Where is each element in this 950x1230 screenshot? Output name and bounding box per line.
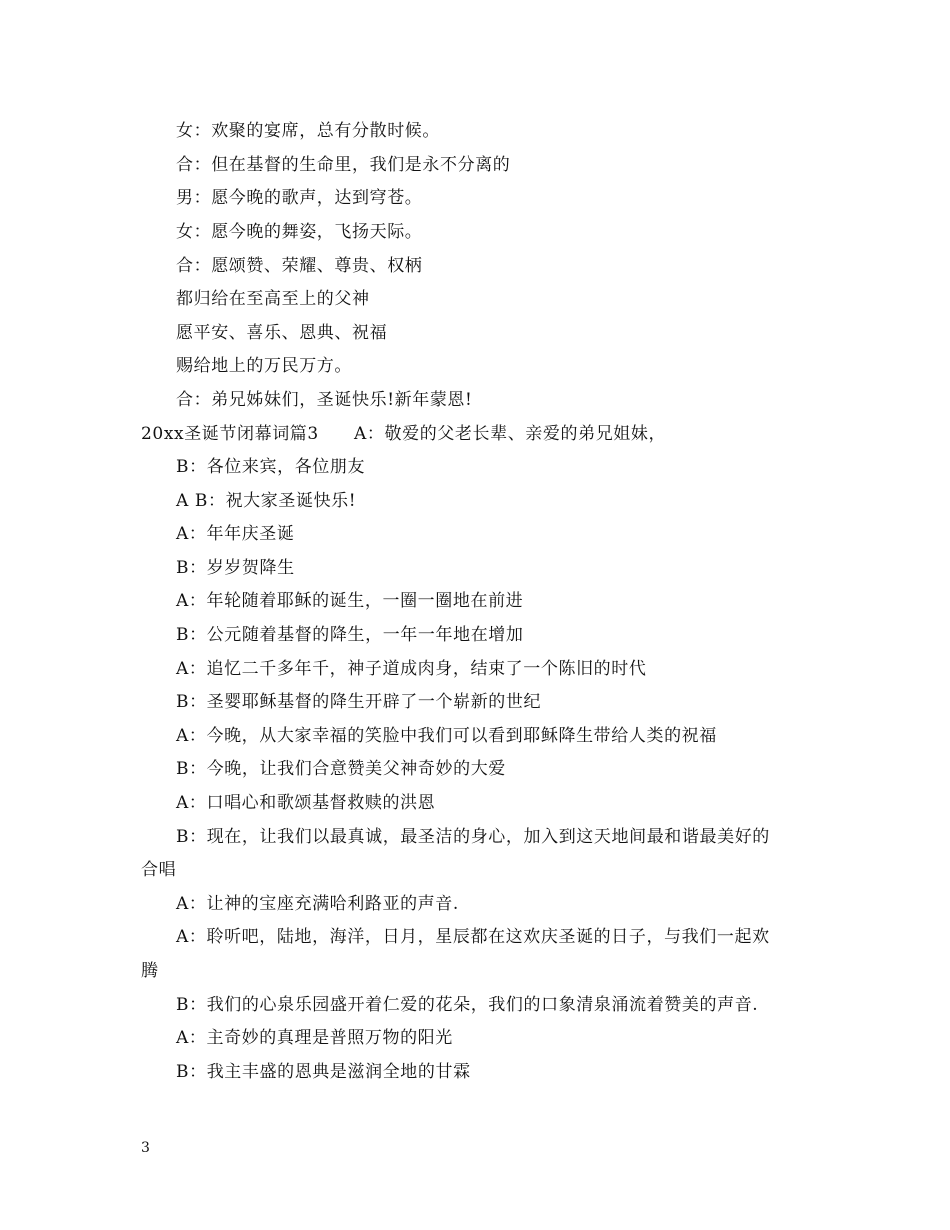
text-line: A：主奇妙的真理是普照万物的阳光 [176, 1028, 453, 1048]
text-line: B：岁岁贺降生 [176, 558, 295, 578]
text-line: B：我们的心泉乐园盛开着仁爱的花朵，我们的口象清泉涌流着赞美的声音. [176, 995, 759, 1015]
text-line: 愿平安、喜乐、恩典、祝福 [176, 323, 388, 343]
text-line: B：现在，让我们以最真诚，最圣洁的身心，加入到这天地间最和谐最美好的 [176, 827, 770, 847]
text-line: B：各位来宾，各位朋友 [176, 457, 366, 477]
text-line: 女：欢聚的宴席，总有分散时候。 [176, 121, 440, 141]
text-line: A：聆听吧，陆地，海洋，日月，星辰都在这欢庆圣诞的日子，与我们一起欢 [176, 927, 770, 947]
text-line: 男：愿今晚的歌声，达到穹苍。 [176, 188, 423, 208]
text-line: 都归给在至高至上的父神 [176, 289, 370, 309]
text-line: B：公元随着基督的降生，一年一年地在增加 [176, 625, 524, 645]
text-line: B：圣婴耶稣基督的降生开辟了一个崭新的世纪 [176, 692, 542, 712]
text-line: 合：弟兄姊妹们，圣诞快乐!新年蒙恩! [176, 390, 473, 410]
text-line: 赐给地上的万民万方。 [176, 356, 352, 376]
text-line: A：追忆二千多年千，神子道成肉身，结束了一个陈旧的时代 [176, 659, 647, 679]
text-line: A：让神的宝座充满哈利路亚的声音. [176, 894, 459, 914]
text-line: A：口唱心和歌颂基督救赎的洪恩 [176, 793, 436, 813]
text-line: 合：但在基督的生命里，我们是永不分离的 [176, 155, 511, 175]
text-line: 合：愿颂赞、荣耀、尊贵、权柄 [176, 256, 423, 276]
text-line: B：我主丰盛的恩典是滋润全地的甘霖 [176, 1062, 471, 1082]
section-heading-line: 20xx圣诞节闭幕词篇3 A：敬爱的父老长辈、亲爱的弟兄姐妹， [141, 424, 667, 444]
text-line: 女：愿今晚的舞姿，飞扬天际。 [176, 222, 423, 242]
text-line: A：今晚，从大家幸福的笑脸中我们可以看到耶稣降生带给人类的祝福 [176, 726, 717, 746]
text-line: A：年年庆圣诞 [176, 524, 295, 544]
text-line: A B：祝大家圣诞快乐! [176, 491, 357, 511]
text-line-continuation: 腾 [141, 961, 159, 981]
page-number: 3 [141, 1140, 150, 1156]
text-line: B：今晚，让我们合意赞美父神奇妙的大爱 [176, 759, 506, 779]
text-line: A：年轮随着耶稣的诞生，一圈一圈地在前进 [176, 591, 524, 611]
text-line-continuation: 合唱 [141, 860, 177, 880]
